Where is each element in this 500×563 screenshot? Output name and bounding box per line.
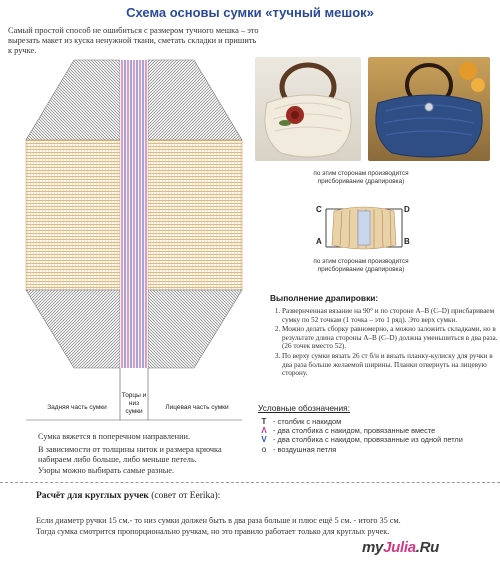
handles-title-bold: Расчёт для круглых ручек (36, 491, 149, 501)
label-back: Задняя часть сумки (47, 404, 107, 411)
handles-line-1: Если диаметр ручки 15 см.- то низ сумки должен быть в два раза больше и плюс ещё 5 см. - итого 35 см. (36, 516, 401, 525)
legend-item-text: - столбик с накидом (273, 417, 342, 427)
pattern-chart-svg (8, 58, 260, 428)
execution-step: 1. Развернченная вязание на 90° и по стороне А–В (С–D) присбариваем сумку по 52 точкам (1 точка – это 1 ряд). Это верх сумки. (282, 307, 500, 324)
corner-a: A (316, 237, 322, 246)
legend-item-text: - два столбика с накидом, провязанные из одной петли (273, 435, 463, 445)
section-divider (0, 482, 500, 483)
legend-item (258, 435, 498, 444)
note-line-3: Узоры можно выбирать самые разные. (38, 465, 175, 475)
knitting-notes (38, 432, 248, 476)
stitch-inc-icon: V (261, 435, 267, 445)
stitch-dec-icon: Λ (261, 426, 267, 436)
stitch-dc-icon: Т (261, 417, 267, 427)
diagram-bottom-note: по этим сторонам производится присборивание (драпировка) (313, 258, 409, 273)
intro-text: Самый простой способ не ошибиться с размером тучного мешка – это вырезать макет из куска ненужной ткани, сметать складки и пришить к ручке. (8, 26, 259, 55)
photo-cream-bag (255, 57, 361, 161)
watermark-part-1: my (362, 539, 384, 556)
legend-item (258, 445, 498, 454)
legend-item (258, 426, 498, 435)
drapery-diagram (314, 203, 414, 253)
label-side: Торцы и низ сумки (121, 392, 147, 415)
blue-bag-image (368, 57, 490, 161)
execution-step: 2. Можно делать сборку равномерно, а можно заложить складками, но в результате длина стороны А–В (С–D) должна уменьшиться в два раза. (26 точек вместо 52). (282, 325, 500, 351)
handles-line-2: Тогда сумка смотрится пропорционально ручкам, но это правило работает только для круглых ручек. (36, 527, 390, 536)
execution-steps (268, 307, 500, 379)
label-front: Лицевая часть сумки (165, 404, 229, 411)
handles-title (36, 491, 220, 501)
corner-b: B (404, 237, 410, 246)
handles-text (36, 515, 456, 537)
execution-title: Выполнение драпировки: (270, 293, 379, 303)
page-title: Схема основы сумки «тучный мешок» (126, 5, 374, 20)
photo-blue-bag (368, 57, 490, 161)
stitch-chain-icon: o (261, 444, 267, 454)
watermark-part-2: Julia (383, 539, 416, 556)
pattern-chart (8, 58, 260, 428)
legend-item (258, 417, 498, 426)
watermark-part-3: .Ru (415, 539, 440, 556)
corner-c: C (316, 205, 322, 214)
note-line-1: Сумка вяжется в поперечном направлении. (38, 432, 191, 441)
cream-bag-image (255, 57, 361, 161)
legend-title: Условные обозначения: (258, 403, 350, 413)
legend-item-text: - воздушная петля (273, 444, 337, 454)
legend (258, 417, 498, 454)
handles-title-rest: (совет от Eerika): (148, 491, 221, 501)
execution-step: 3. По верху сумки вязать 26 ст б/н и вязать планку-кулиску для ручки в два раза больше желаемой ширины. Планки отвернуть на лицевую сторону. (282, 352, 500, 378)
site-watermark (362, 539, 439, 556)
legend-item-text: - два столбика с накидом, провязанные вместе (273, 426, 436, 436)
note-line-2: В зависимости от толщины ниток и размера крючка набираем либо больше, либо меньше петель. (38, 444, 222, 464)
corner-d: D (404, 205, 410, 214)
diagram-top-note: по этим сторонам производится присборивание (драпировка) (313, 170, 409, 185)
drapery-diagram-svg (314, 203, 414, 253)
